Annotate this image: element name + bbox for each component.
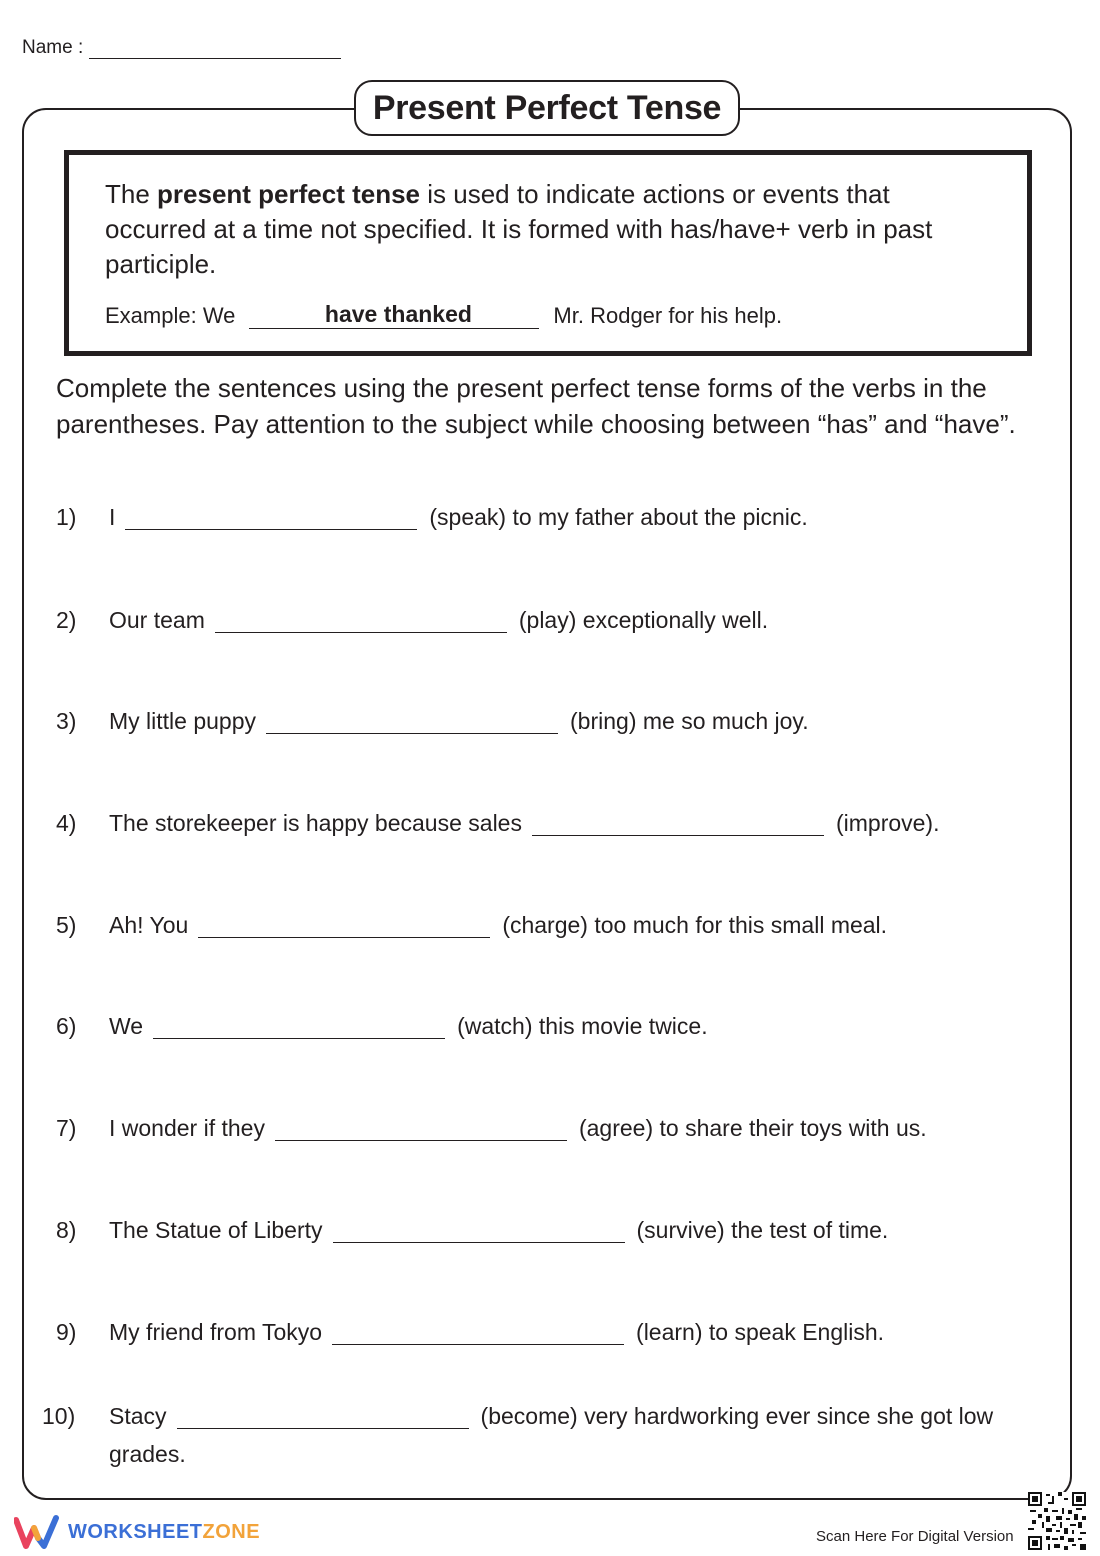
rule-definition-box <box>64 150 1032 356</box>
question-number: 6) <box>56 1013 77 1039</box>
question-prefix: I <box>109 504 116 530</box>
answer-blank[interactable] <box>332 1318 624 1345</box>
example-row <box>105 301 782 329</box>
name-label: Name : <box>22 37 84 58</box>
question-prefix: Stacy <box>109 1403 167 1429</box>
rule-text <box>105 177 991 282</box>
question-suffix: (charge) too much for this small meal. <box>502 912 888 938</box>
question-prefix: I wonder if they <box>109 1115 265 1141</box>
name-blank-line[interactable] <box>89 34 341 59</box>
question-prefix: We <box>109 1013 144 1039</box>
answer-blank[interactable] <box>333 1216 625 1243</box>
question-prefix: My friend from Tokyo <box>109 1319 323 1345</box>
question-suffix: (learn) to speak English. <box>636 1319 885 1345</box>
question-number: 8) <box>56 1217 77 1243</box>
brand-name-part2: ZONE <box>202 1520 261 1543</box>
question-number: 10) <box>42 1403 76 1429</box>
question-number: 7) <box>56 1115 77 1141</box>
answer-blank[interactable] <box>125 503 417 530</box>
question-number: 5) <box>56 912 77 938</box>
qr-code-icon[interactable] <box>1028 1492 1086 1550</box>
answer-blank[interactable] <box>215 606 507 633</box>
question-suffix: (play) exceptionally well. <box>518 607 769 633</box>
question-prefix: Our team <box>109 607 205 633</box>
answer-blank[interactable] <box>266 707 558 734</box>
name-field-row <box>22 34 341 59</box>
example-rest: Mr. Rodger for his help. <box>553 303 783 328</box>
answer-blank[interactable] <box>153 1012 445 1039</box>
scan-caption: Scan Here For Digital Version <box>816 1528 1014 1545</box>
answer-blank[interactable] <box>275 1114 567 1141</box>
answer-blank[interactable] <box>177 1402 469 1429</box>
worksheet-title: Present Perfect Tense <box>354 80 740 136</box>
question-suffix: (agree) to share their toys with us. <box>578 1115 927 1141</box>
question-suffix: (become) very hardworking ever since she got low grades. <box>109 1403 994 1467</box>
question-number: 4) <box>56 810 77 836</box>
brand-name <box>68 1521 260 1544</box>
answer-blank[interactable] <box>198 911 490 938</box>
question-number: 2) <box>56 607 77 633</box>
example-label: Example: We <box>105 303 236 328</box>
question-number: 9) <box>56 1319 77 1345</box>
rule-term: present perfect tense <box>157 179 421 209</box>
question-prefix: The Statue of Liberty <box>109 1217 323 1243</box>
question-suffix: (improve). <box>835 810 940 836</box>
question-number: 3) <box>56 708 77 734</box>
answer-blank[interactable] <box>532 809 824 836</box>
rule-text-end: is used to indicate actions or events that occurred at a time not specified. It is formed with has/have+ verb in past participle. <box>105 179 933 279</box>
instructions: Complete the sentences using the present perfect tense forms of the verbs in the parentheses. Pay attention to the subject while choosing between “has” and “have”. <box>56 373 1016 439</box>
question-suffix: (speak) to my father about the picnic. <box>429 504 808 530</box>
question-suffix: (survive) the test of time. <box>636 1217 889 1243</box>
question-prefix: The storekeeper is happy because sales <box>109 810 522 836</box>
question-prefix: Ah! You <box>109 912 189 938</box>
example-answer: have thanked <box>249 301 539 329</box>
question-suffix: (watch) this movie twice. <box>457 1013 708 1039</box>
question-suffix: (bring) me so much joy. <box>570 708 809 734</box>
question-prefix: My little puppy <box>109 708 257 734</box>
question-number: 1) <box>56 504 77 530</box>
rule-text-start: The <box>105 179 158 209</box>
brand-logo <box>14 1514 260 1550</box>
brand-name-part1: WORKSHEET <box>68 1520 203 1543</box>
worksheetzone-logo-icon <box>14 1514 60 1550</box>
